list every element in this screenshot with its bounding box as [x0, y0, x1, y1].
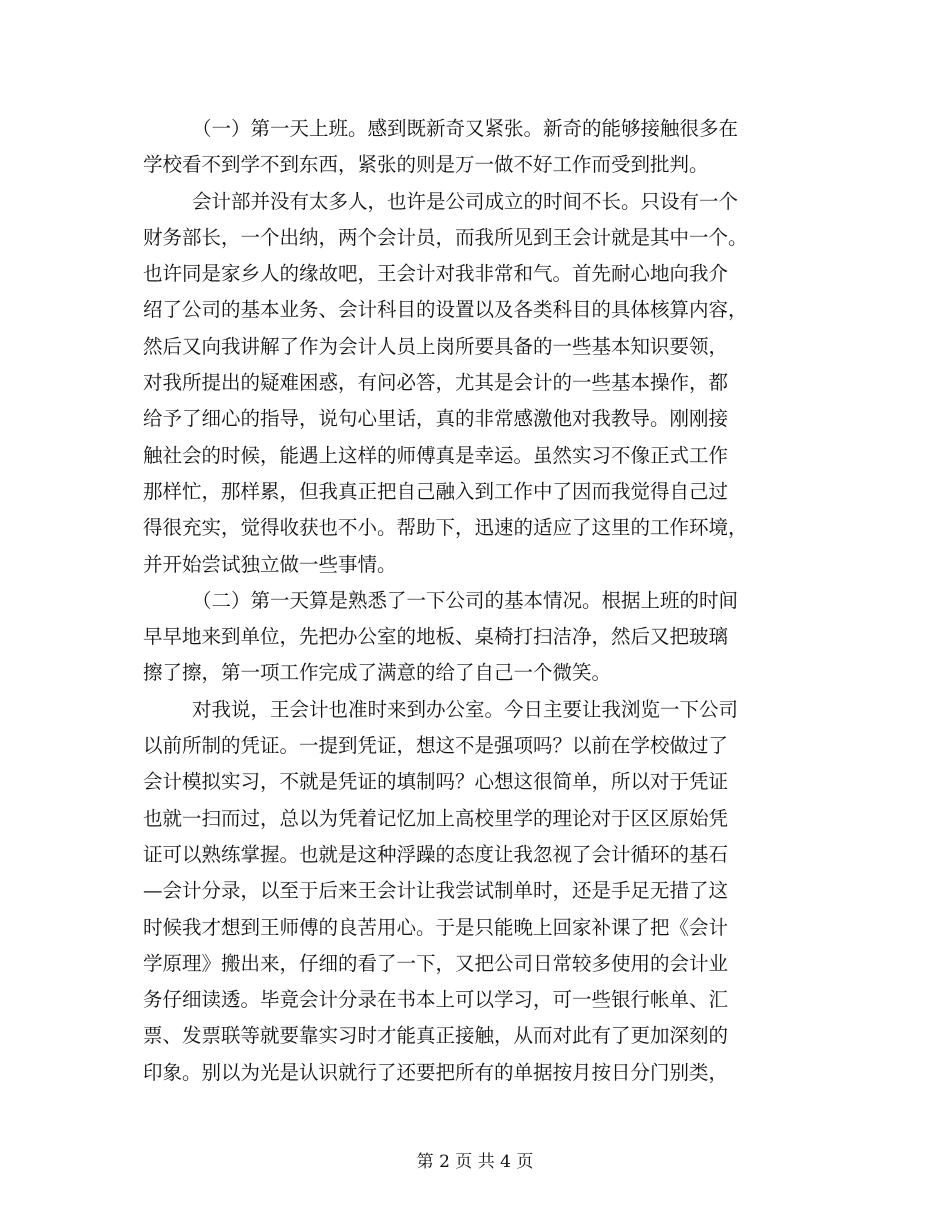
paragraph-2-line-4: 绍了公司的基本业务、会计科目的设置以及各类科目的具体核算内容， — [143, 298, 748, 322]
paragraph-2-line-10: 得很充实，觉得收获也不小。帮助下，迅速的适应了这里的工作环境， — [143, 516, 748, 540]
paragraph-4-line-7: 时候我才想到王师傅的良苦用心。于是只能晚上回家补课了把《会计 — [143, 915, 729, 939]
paragraph-4-line-6: —会计分录，以至于后来王会计让我尝试制单时，还是手足无措了这 — [143, 879, 729, 903]
paragraph-1-line-1: （一）第一天上班。感到既新奇又紧张。新奇的能够接触很多在 — [192, 117, 739, 140]
paragraph-2-line-6: 对我所提出的疑难困惑，有问必答，尤其是会计的一些基本操作，都 — [143, 371, 729, 395]
paragraph-4-line-5: 证可以熟练掌握。也就是这种浮躁的态度让我忽视了会计循环的基石 — [143, 842, 729, 866]
body-text — [143, 111, 813, 1091]
paragraph-2-line-7: 给予了细心的指导，说句心里话，真的非常感激他对我教导。刚刚接 — [143, 407, 729, 431]
paragraph-4-line-1: 对我说，王会计也准时来到办公室。今日主要让我浏览一下公司 — [192, 697, 739, 721]
paragraph-4-line-10: 票、发票联等就要靠实习时才能真正接触，从而对此有了更加深刻的 — [143, 1024, 729, 1048]
paragraph-2-line-9: 那样忙，那样累，但我真正把自己融入到工作中了因而我觉得自己过 — [143, 479, 729, 503]
paragraph-3-line-2: 早早地来到单位，先把办公室的地板、桌椅打扫洁净，然后又把玻璃 — [143, 625, 729, 649]
paragraph-3-line-1: （二）第一天算是熟悉了一下公司的基本情况。根据上班的时间 — [192, 588, 739, 612]
paragraph-2-line-5: 然后又向我讲解了作为会计人员上岗所要具备的一些基本知识要领， — [143, 334, 729, 358]
paragraph-2-line-2: 财务部长，一个出纳，两个会计员，而我所见到王会计就是其中一个。 — [143, 225, 748, 249]
paragraph-1-line-2: 学校看不到学不到东西，紧张的则是万一做不好工作而受到批判。 — [143, 153, 709, 177]
paragraph-4-line-11: 印象。别以为光是认识就行了还要把所有的单据按月按日分门别类， — [143, 1060, 729, 1084]
paragraph-2-line-11: 并开始尝试独立做一些事情。 — [143, 552, 397, 576]
paragraph-4-line-8: 学原理》搬出来，仔细的看了一下，又把公司日常较多使用的会计业 — [143, 951, 729, 975]
paragraph-4-line-9: 务仔细读透。毕竟会计分录在书本上可以学习，可一些银行帐单、汇 — [143, 988, 729, 1012]
paragraph-2-line-8: 触社会的时候，能遇上这样的师傅真是幸运。虽然实习不像正式工作 — [143, 443, 729, 467]
paragraph-2-line-1: 会计部并没有太多人，也许是公司成立的时间不长。只设有一个 — [192, 189, 739, 213]
paragraph-3-line-3: 擦了擦，第一项工作完成了满意的给了自己一个微笑。 — [143, 661, 612, 685]
paragraph-4-line-4: 也就一扫而过，总以为凭着记忆加上高校里学的理论对于区区原始凭 — [143, 806, 729, 830]
paragraph-4-line-2: 以前所制的凭证。一提到凭证，想这不是强项吗？以前在学校做过了 — [143, 734, 729, 758]
page-number-footer: 第 2 页 共 4 页 — [416, 1152, 534, 1172]
paragraph-4-line-3: 会计模拟实习，不就是凭证的填制吗？心想这很简单，所以对于凭证 — [143, 770, 729, 794]
paragraph-2-line-3: 也许同是家乡人的缘故吧，王会计对我非常和气。首先耐心地向我介 — [143, 262, 729, 286]
